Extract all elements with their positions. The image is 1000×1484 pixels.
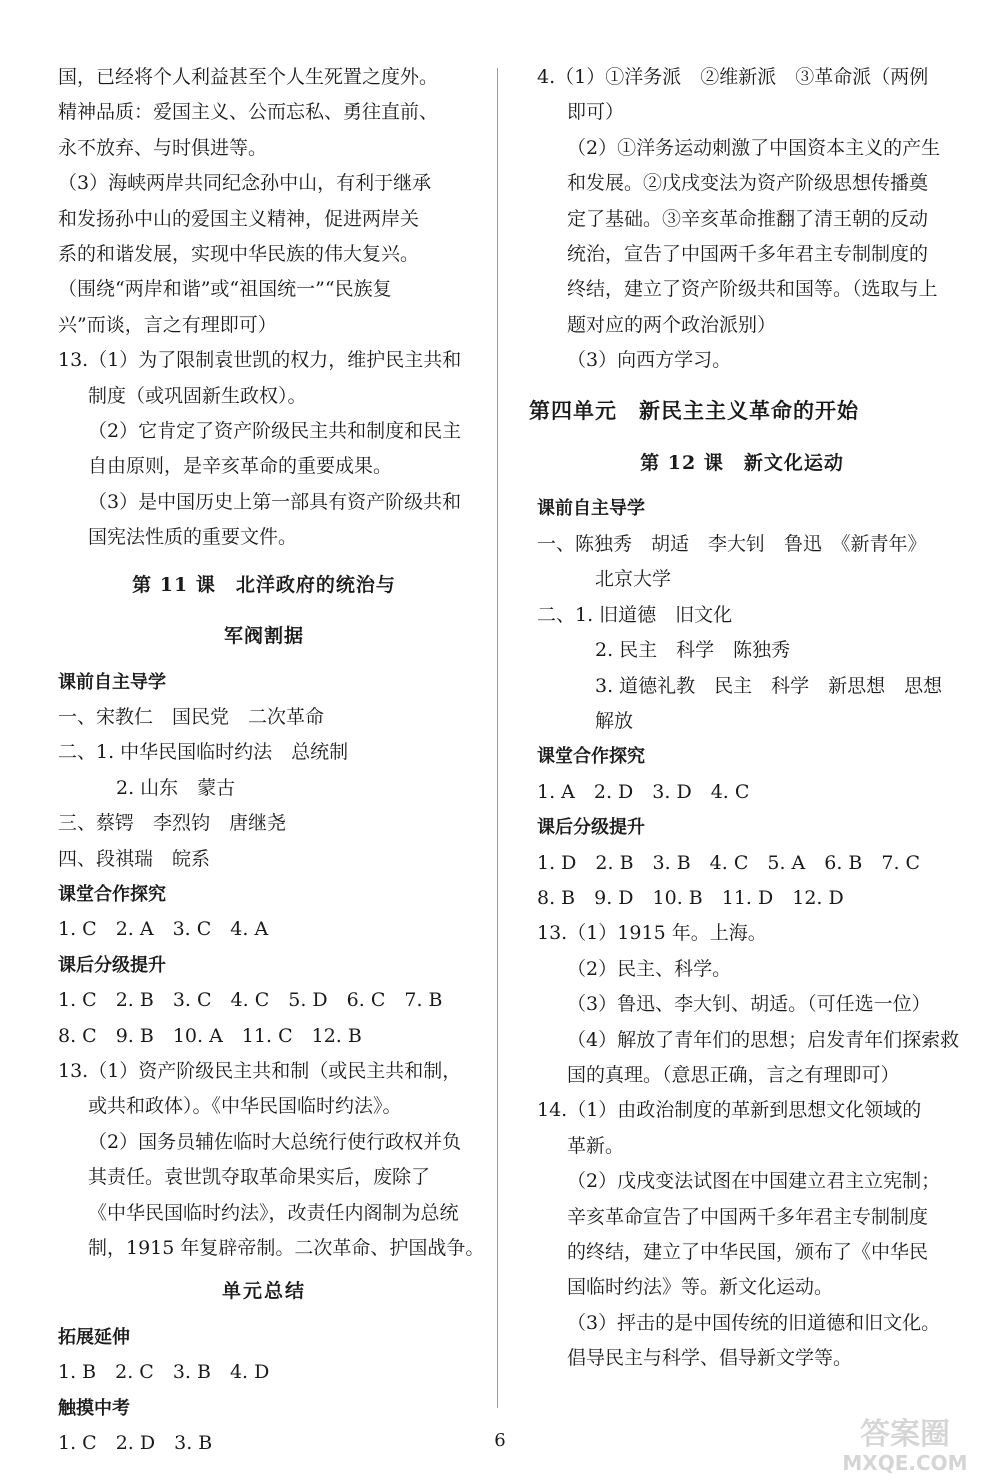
right-column [529, 60, 960, 1377]
section-heading: 课堂合作探究 [58, 883, 166, 905]
left-continuation-block [58, 60, 470, 556]
lesson-11-title-line1: 第 11 课 北洋政府的统治与 [132, 573, 396, 596]
text-line: 制，1915 年复辟帝制。二次革命、护国战争。 [88, 1237, 485, 1259]
text-line: 一、宋教仁 国民党 二次革命 [58, 705, 325, 728]
section-heading: 触摸中考 [58, 1397, 130, 1419]
text-line: （3）向西方学习。 [567, 349, 732, 372]
text-line: 13.（1）为了限制袁世凯的权力，维护民主共和 [58, 349, 462, 372]
text-line: 1. B 2. C 3. B 4. D [58, 1361, 270, 1384]
section-heading: 课前自主导学 [537, 498, 645, 520]
text-line: 其责任。袁世凯夺取革命果实后，废除了 [88, 1166, 431, 1189]
page-number: 6 [494, 1430, 506, 1451]
text-line: 四、段祺瑞 皖系 [58, 847, 211, 870]
text-line: 自由原则，是辛亥革命的重要成果。 [88, 455, 393, 478]
text-line: 2. 山东 蒙古 [116, 776, 236, 799]
text-line: （3）海峡两岸共同纪念孙中山，有利于继承 [58, 172, 432, 195]
text-line: 和发展。②戊戌变法为资产阶级思想传播奠 [567, 172, 929, 195]
text-line: 辛亥革命宣告了中国两千多年君主专制制度 [567, 1205, 929, 1228]
text-line: 1. C 2. A 3. C 4. A [58, 918, 269, 941]
text-line: 1. D 2. B 3. B 4. C 5. A 6. B 7. C [537, 851, 921, 874]
text-line: （2）戊戌变法试图在中国建立君主立宪制； [567, 1170, 941, 1193]
text-line: （2）民主、科学。 [567, 957, 732, 980]
lesson-12-title: 第 12 课 新文化运动 [640, 452, 844, 475]
text-line: 1. C 2. B 3. C 4. C 5. D 6. C 7. B [58, 989, 443, 1012]
text-line: 8. C 9. B 10. A 11. C 12. B [58, 1024, 362, 1047]
section-heading: 课后分级提升 [537, 817, 645, 839]
text-line: 北京大学 [595, 568, 672, 591]
text-line: （围绕“两岸和谐”或“祖国统一”“民族复 [58, 278, 392, 301]
text-line: 二、1. 旧道德 旧文化 [537, 603, 733, 626]
text-line: （4）解放了青年们的思想；启发青年们探索救 [567, 1028, 960, 1051]
text-line: 4.（1）①洋务派 ②维新派 ③革命派（两例 [537, 66, 929, 88]
text-line: 终结，建立了资产阶级共和国等。（选取与上 [567, 278, 938, 301]
unit-4-title: 第四单元 新民主主义革命的开始 [529, 397, 859, 423]
watermark-line1: 答案圈 [860, 1417, 950, 1452]
text-line: 倡导民主与科学、倡导新文学等。 [567, 1347, 853, 1370]
text-line: （2）①洋务运动刺激了中国资本主义的产生 [567, 136, 941, 159]
text-line: 3. 道德礼教 民主 科学 新思想 思想 [595, 674, 943, 697]
text-line: 国，已经将个人利益甚至个人生死置之度外。 [58, 66, 439, 88]
text-line: 和发扬孙中山的爱国主义精神，促进两岸关 [58, 207, 420, 230]
text-line: 13.（1）1915 年。上海。 [537, 922, 767, 945]
left-column [58, 60, 485, 1461]
text-line: 或共和政体）。《中华民国临时约法》。 [88, 1095, 402, 1118]
text-line: 《中华民国临时约法》，改责任内阁制为总统 [88, 1201, 459, 1224]
text-line: 13.（1）资产阶级民主共和制（或民主共和制， [58, 1059, 462, 1082]
column-divider [497, 68, 498, 1408]
text-line: 兴”而谈，言之有理即可） [58, 313, 277, 336]
text-line: （3）抨击的是中国传统的旧道德和旧文化。 [567, 1311, 941, 1334]
text-line: 解放 [595, 709, 634, 732]
lesson-12-answers [537, 491, 960, 1376]
text-line: （3）是中国历史上第一部具有资产阶级共和 [88, 490, 462, 513]
text-line: 国宪法性质的重要文件。 [88, 526, 298, 549]
lesson-11-title [58, 568, 470, 655]
text-line: 国临时约法》等。新文化运动。 [567, 1276, 834, 1299]
text-line: 革新。 [567, 1134, 625, 1157]
text-line: 制度（或巩固新生政权）。 [88, 384, 307, 407]
text-line: 系的和谐发展，实现中华民族的伟大复兴。 [58, 243, 420, 266]
text-line: （2）国务员辅佐临时大总统行使行政权并负 [88, 1130, 462, 1153]
watermark-line2: MXQE.COM [842, 1451, 968, 1475]
text-line: 2. 民主 科学 陈独秀 [595, 639, 791, 662]
lesson-11-title-line2: 军阀割据 [223, 625, 304, 648]
text-line: 定了基础。③辛亥革命推翻了清王朝的反动 [567, 207, 929, 230]
text-line: 一、陈独秀 胡适 李大钊 鲁迅 《新青年》 [537, 532, 927, 555]
text-line: 三、蔡锷 李烈钧 唐继尧 [58, 812, 287, 835]
text-line: （3）鲁迅、李大钊、胡适。（可任选一位） [567, 993, 931, 1016]
text-line: 14.（1）由政治制度的革新到思想文化领域的 [537, 1099, 922, 1122]
text-line: 题对应的两个政治派别） [567, 313, 777, 336]
text-line: 8. B 9. D 10. B 11. D 12. D [537, 886, 844, 909]
text-line: （2）它肯定了资产阶级民主共和制度和民主 [88, 420, 462, 443]
section-heading: 课后分级提升 [58, 954, 166, 976]
text-line: 1. A 2. D 3. D 4. C [537, 780, 750, 803]
unit-summary-title: 单元总结 [221, 1280, 306, 1303]
section-heading: 课堂合作探究 [537, 746, 645, 768]
text-line: 1. C 2. D 3. B [58, 1432, 213, 1455]
text-line: 统治，宣告了中国两千多年君主专制制度的 [567, 243, 929, 266]
text-line: 的终结，建立了中华民国，颁布了《中华民 [567, 1241, 929, 1263]
right-continuation-block [537, 60, 947, 379]
site-watermark-logo [820, 1410, 990, 1476]
text-line: 二、1. 中华民国临时约法 总统制 [58, 741, 349, 764]
section-heading: 拓展延伸 [58, 1326, 130, 1348]
text-line: 精神品质：爱国主义、公而忘私、勇往直前、 [58, 101, 439, 124]
text-line: 国的真理。（意思正确，言之有理即可） [567, 1063, 900, 1086]
text-line: 永不放弃、与时俱进等。 [58, 136, 268, 159]
section-heading: 课前自主导学 [58, 671, 166, 693]
lesson-11-answers [58, 665, 485, 1267]
text-line: 即可） [567, 101, 625, 124]
